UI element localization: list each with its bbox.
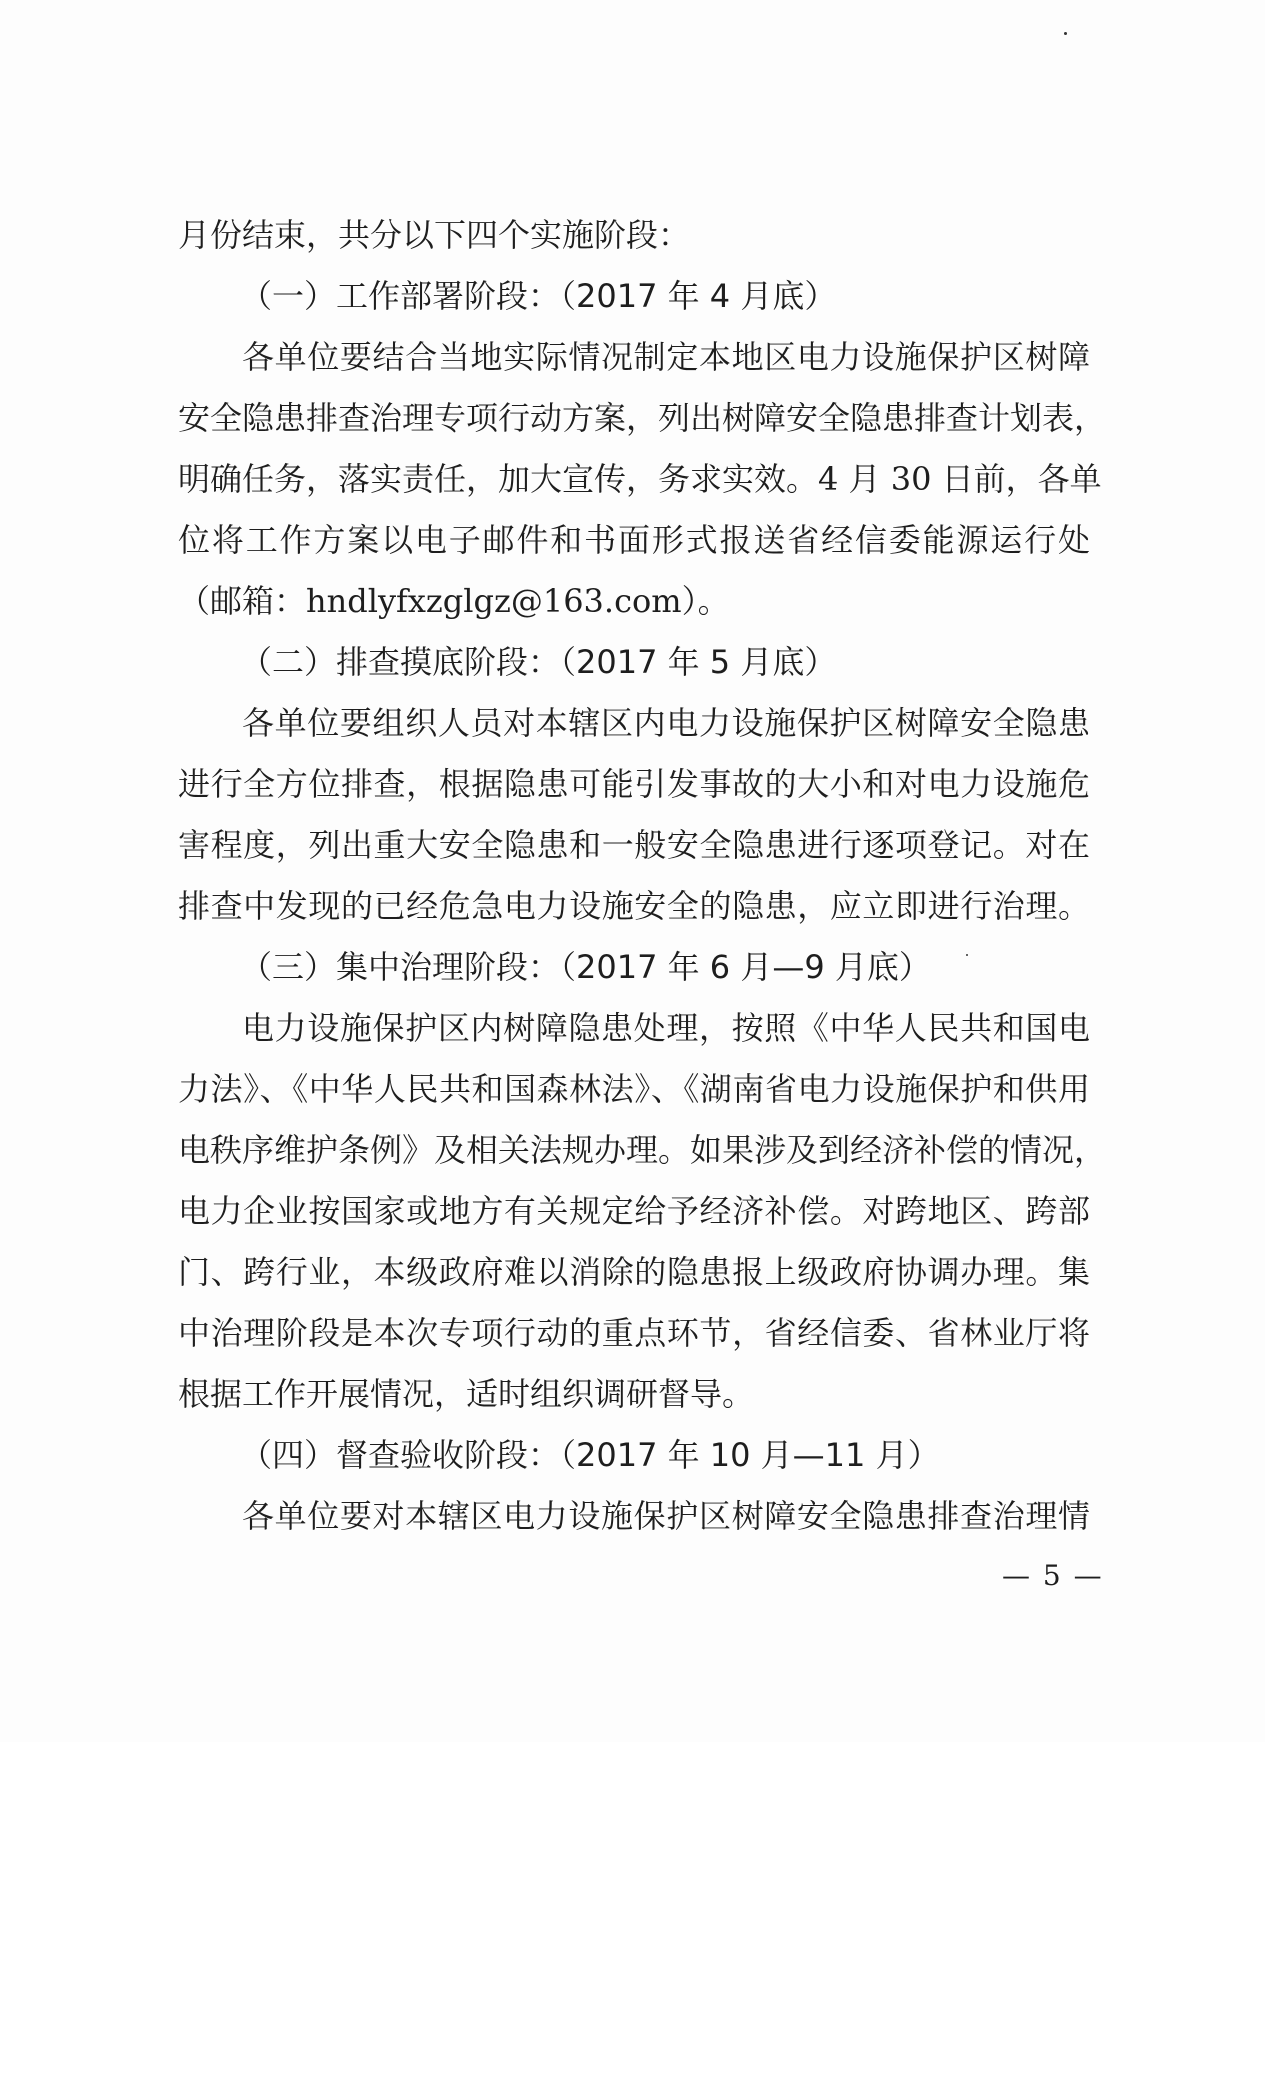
paragraph-line: 电力企业按国家或地方有关规定给予经济补偿。对跨地区、跨部 (178, 1192, 1090, 1230)
paragraph-line: 力法》、《中华人民共和国森林法》、《湖南省电力设施保护和供用 (178, 1070, 1090, 1108)
paragraph-line: （邮箱：hndlyfxzglgz@163.com）。 (178, 582, 730, 620)
section-heading-3: （三）集中治理阶段：（2017 年 6 月—9 月底） (240, 948, 931, 986)
paragraph-line: 各单位要结合当地实际情况制定本地区电力设施保护区树障 (242, 338, 1090, 376)
paragraph-line: 根据工作开展情况，适时组织调研督导。 (178, 1375, 755, 1413)
document-body (178, 205, 1107, 1547)
section-heading-2: （二）排查摸底阶段：（2017 年 5 月底） (240, 643, 837, 681)
paragraph-line: 门、跨行业，本级政府难以消除的隐患报上级政府协调办理。集 (178, 1253, 1090, 1291)
page-number: — 5 — (1002, 1559, 1104, 1592)
paragraph-line: 安全隐患排查治理专项行动方案，列出树障安全隐患排查计划表， (178, 399, 1107, 437)
paragraph-line: 进行全方位排查，根据隐患可能引发事故的大小和对电力设施危 (178, 765, 1090, 803)
paragraph-line: 位将工作方案以电子邮件和书面形式报送省经信委能源运行处 (178, 521, 1090, 559)
paragraph-line: 中治理阶段是本次专项行动的重点环节，省经信委、省林业厅将 (178, 1314, 1090, 1352)
scan-speck (1064, 32, 1067, 35)
paragraph-line: 各单位要组织人员对本辖区内电力设施保护区树障安全隐患 (242, 704, 1090, 742)
paragraph-line: 月份结束，共分以下四个实施阶段： (178, 216, 691, 254)
paragraph-line: 电力设施保护区内树障隐患处理，按照《中华人民共和国电 (242, 1009, 1090, 1047)
scan-margin (0, 1742, 1275, 2100)
section-heading-1: （一）工作部署阶段：（2017 年 4 月底） (240, 277, 837, 315)
section-heading-4: （四）督查验收阶段：（2017 年 10 月—11 月） (240, 1436, 940, 1474)
paragraph-line: 电秩序维护条例》及相关法规办理。如果涉及到经济补偿的情况， (178, 1131, 1107, 1169)
paragraph-line: 害程度，列出重大安全隐患和一般安全隐患进行逐项登记。对在 (178, 826, 1090, 864)
paragraph-line: 明确任务，落实责任，加大宣传，务求实效。4 月 30 日前，各单 (178, 460, 1102, 498)
paragraph-line: 各单位要对本辖区电力设施保护区树障安全隐患排查治理情 (242, 1497, 1090, 1535)
paragraph-line: 排查中发现的已经危急电力设施安全的隐患，应立即进行治理。 (178, 887, 1090, 925)
